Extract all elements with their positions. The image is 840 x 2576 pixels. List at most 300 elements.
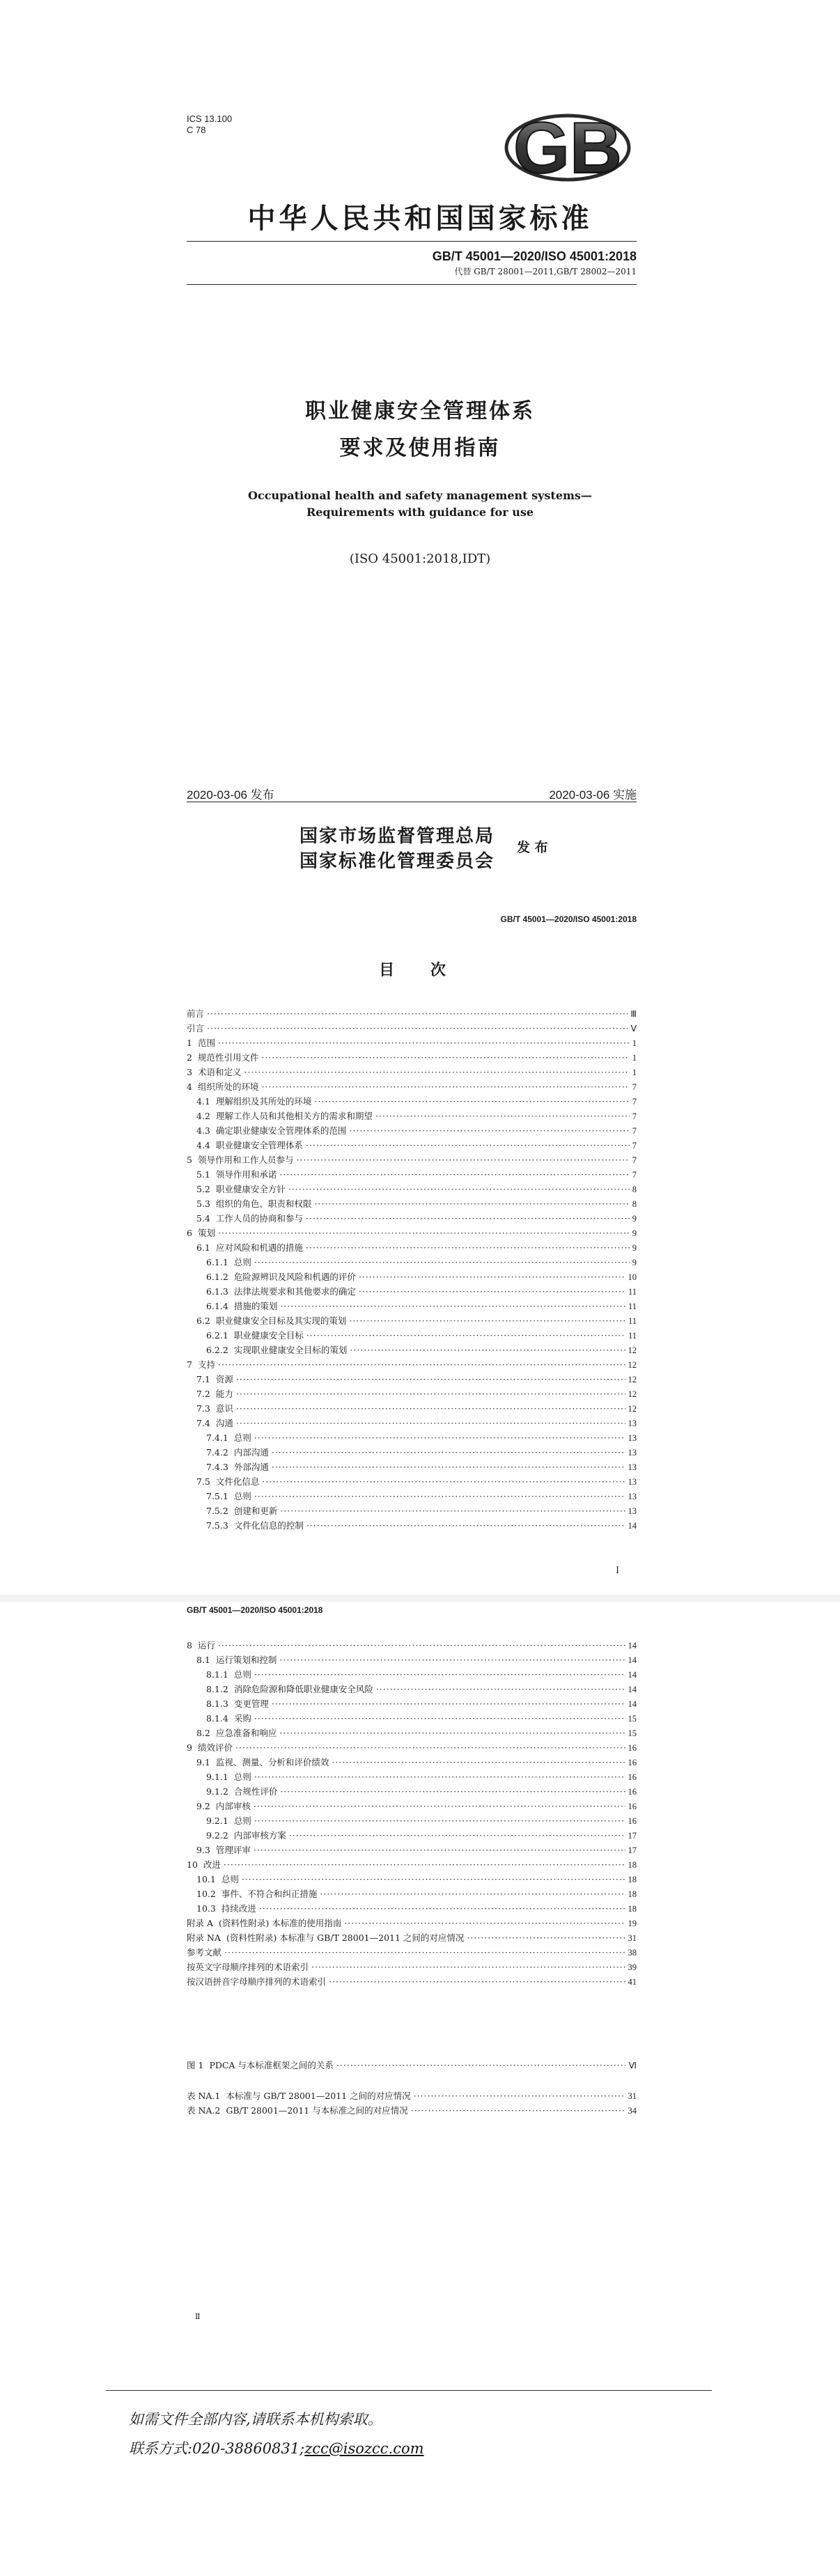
toc-entry-label: 规范性引用文件 [197,1052,259,1063]
toc-entry-label: 本标准与 GB/T 28001—2011 之间的对应情况 [226,2091,411,2101]
toc-leader-dots [289,1828,625,1843]
toc-entry[interactable] [187,1489,637,1504]
toc-entry[interactable] [187,1887,637,1901]
toc-entry-label: 内部审核 [215,1801,251,1811]
toc-entry-number: 6.2.2 [206,1345,228,1355]
toc-entry-number: 9.2 [196,1801,210,1811]
toc-entry[interactable] [187,1357,637,1372]
toc-entry-label: 参考文献 [187,1947,222,1958]
toc-heading: 目 次 [379,962,461,979]
toc-leader-dots [242,1872,625,1887]
toc-leader-dots [254,1489,625,1504]
toc-entry-page: 1 [632,1053,637,1063]
toc-leader-dots [350,1343,625,1357]
toc-leader-dots [359,1270,625,1284]
title-en-line1: Occupational health and safety management systems— [248,489,592,502]
classification-codes [187,114,232,136]
toc-entry[interactable] [187,1770,637,1784]
toc-entry[interactable] [187,1916,637,1930]
gb-logo-graphic [498,104,637,188]
toc-entry-label: 监视、测量、分析和评价绩效 [215,1757,329,1767]
issue-verb: 发 布 [517,840,548,855]
toc-entry-number: 1 [187,1038,192,1048]
toc-entry-label: 沟通 [215,1418,233,1428]
toc-entry-page: 11 [628,1287,637,1297]
toc-entry-number: 10.3 [196,1903,216,1914]
toc-entry-page: 10 [628,1272,637,1282]
toc-entry-label: 策划 [197,1228,215,1238]
toc-entry-page: 11 [628,1302,637,1311]
toc-entry-label: 运行策划和控制 [215,1655,277,1665]
toc-entry-page: 16 [628,1802,637,1811]
gb-logo [498,104,637,191]
toc-entry-label: 资源 [215,1374,233,1384]
toc-leader-dots [235,1740,625,1755]
toc-entry-label: 工作人员的协商和参与 [215,1213,303,1224]
toc-leader-dots [320,1887,625,1901]
toc-entry-number: 7.4.1 [206,1433,228,1443]
toc-entry-number: 9.3 [196,1845,210,1855]
toc-entry[interactable] [187,1445,637,1460]
toc-leader-dots [279,1653,625,1667]
toc-entry-page: 9 [632,1258,637,1267]
toc-leader-dots [306,1518,625,1533]
toc-entry[interactable] [187,1474,637,1489]
toc-entry-page: 15 [628,1728,637,1738]
toc-entry[interactable] [187,1284,637,1299]
toc-entry-page: 7 [632,1097,637,1107]
toc-entry-page: 7 [632,1082,637,1092]
footer-divider [106,2390,712,2391]
toc-leader-dots [254,1770,625,1784]
toc-entry[interactable] [187,1857,637,1872]
toc-leader-dots [314,1196,629,1211]
toc-entry-label: (资料性附录) 本标准与 GB/T 28001—2011 之间的对应情况 [226,1933,465,1943]
toc-entry-number: 9.1.2 [206,1786,228,1797]
toc-leader-dots [359,1284,625,1299]
page-gap [0,1595,840,1602]
toc-entry-number: 8.1 [196,1655,210,1665]
toc-entry[interactable] [187,1153,637,1167]
toc-entry[interactable] [187,1755,637,1770]
toc-entry-number: 10.1 [196,1874,216,1884]
toc-entry-page: 16 [628,1816,637,1826]
toc-entry[interactable] [187,1945,637,1960]
toc-entry-page: 17 [628,1831,637,1841]
toc-entry-label: 变更管理 [233,1699,269,1709]
toc-entry-label: 支持 [197,1359,215,1370]
toc-entry-number: 9.2.1 [206,1816,228,1826]
toc-entry-page: 1 [632,1038,637,1048]
toc-entry-number: 9.1.1 [206,1772,228,1782]
toc-entry-page: 12 [628,1389,637,1399]
toc-entry-page: 11 [628,1331,637,1341]
title-cn-line2: 要求及使用指南 [339,436,501,460]
toc-entry-number: 7.2 [196,1389,210,1399]
toc-leader-dots [467,1930,625,1945]
toc-entry[interactable] [187,1006,637,1021]
toc-leader-dots [218,1036,630,1050]
toc-entry-page: 12 [628,1345,637,1355]
toc-leader-dots [411,2103,625,2118]
toc-entry-label: 内部审核方案 [233,1830,286,1841]
toc-entry-number: 4.3 [196,1125,210,1136]
toc-entry-page: 31 [628,1933,637,1943]
toc-entry-number: 5.4 [196,1213,210,1224]
toc-entry[interactable] [187,1653,637,1667]
toc-entry-number: 7.5.3 [206,1520,228,1531]
toc-entry-page: 11 [628,1316,637,1326]
toc-entry-label: 确定职业健康安全管理体系的范围 [215,1125,347,1136]
toc-entry-label: 按英文字母顺序排列的术语索引 [187,1962,309,1972]
toc-entry-label: 绩效评价 [197,1742,233,1753]
issuer-line1: 国家市场监督管理总局 [300,826,495,847]
toc-leader-dots [344,1916,625,1930]
toc-entry[interactable] [187,1313,637,1328]
toc-entry[interactable] [187,1682,637,1696]
toc-leader-dots [218,1638,625,1653]
cover-divider-top [187,241,637,242]
toc-entry-label: 术语和定义 [197,1067,242,1077]
toc-entry-page: 19 [628,1919,637,1928]
toc-entry-label: PDCA 与本标准框架之间的关系 [209,2060,334,2070]
toc-leader-dots [254,1843,625,1857]
toc-entry[interactable] [187,1740,637,1755]
toc-entry[interactable] [187,1901,637,1916]
toc-entry-label: 实现职业健康安全目标的策划 [233,1345,348,1355]
toc-entry[interactable] [187,1255,637,1270]
toc-entry-label: 领导作用和承诺 [215,1169,277,1180]
toc-entry-number: 6.1.1 [206,1257,228,1267]
toc-entry-number: 6.1.2 [206,1272,228,1282]
toc-entry[interactable] [187,1974,637,1989]
toc-entry-number: 4.2 [196,1111,210,1121]
toc-leader-dots [207,1021,628,1036]
toc-entry-page: 15 [628,1714,637,1724]
toc-entry[interactable] [187,1401,637,1416]
toc-entry-page: 14 [628,1655,637,1665]
replaces-note: 代替 GB/T 28001—2011,GB/T 28002—2011 [454,267,637,276]
toc-leader-dots [280,1504,625,1518]
toc-entry-number: 附录 A [187,1918,214,1928]
toc-entry-label: 职业健康安全目标 [233,1330,304,1341]
toc-entry-page: 8 [632,1185,637,1194]
footer-request-note: 如需文件全部内容,请联系本机构索取。 [129,2411,382,2428]
toc-entry-label: 事件、不符合和纠正措施 [221,1889,318,1899]
toc-entry-page: 18 [628,1904,637,1914]
publish-date: 2020-03-06 发布 [187,788,274,802]
toc-leader-dots [254,1813,625,1828]
toc-entry[interactable] [187,2089,637,2103]
toc-entry-page: 7 [632,1141,637,1150]
toc-entry-page: 8 [632,1199,637,1209]
iso-equivalence: (ISO 45001:2018,IDT) [349,552,491,566]
toc-entry[interactable] [187,1138,637,1153]
toc-entry[interactable] [187,1799,637,1813]
toc-leader-dots [236,1372,625,1387]
toc-entry-page: 34 [628,2106,637,2116]
toc-leader-dots [376,1682,625,1696]
toc-entry[interactable] [187,1079,637,1094]
toc-entry[interactable] [187,1667,637,1682]
toc-leader-dots [224,1857,625,1872]
toc-entry-number: 6 [187,1228,192,1238]
toc-leader-dots [279,1726,625,1740]
toc-entry-number: 7.5.1 [206,1491,228,1501]
toc-entry[interactable] [187,1109,637,1123]
toc2-page-mark: Ⅱ [195,2312,201,2321]
toc-entry-label: 内部沟通 [233,1447,269,1458]
toc-entry-label: 理解组织及其所处的环境 [215,1096,312,1107]
toc-entry-page: 16 [628,1772,637,1782]
toc-entry-page: 14 [628,1521,637,1531]
toc-entry-page: 13 [628,1462,637,1472]
toc-leader-dots [314,1094,629,1109]
toc-entry[interactable] [187,1416,637,1430]
footer-contact [129,2437,424,2458]
toc-entry[interactable] [187,1930,637,1945]
toc-entry-page: 12 [628,1375,637,1384]
toc-entry-page: 16 [628,1787,637,1797]
toc-entry-page: 16 [628,1743,637,1753]
toc-entry-label: 外部沟通 [233,1462,269,1472]
toc-entry[interactable] [187,1696,637,1711]
toc-entry-label: 文件化信息 [215,1476,260,1487]
toc-entry[interactable] [187,1182,637,1196]
toc-entry-page: 18 [628,1860,637,1870]
toc-figures [187,2058,637,2072]
toc-entry-page: 16 [628,1758,637,1767]
toc-entry-label: 消除危险源和降低职业健康安全风险 [233,1684,373,1694]
toc-entry-number: 8.1.2 [206,1684,228,1694]
toc-leader-dots [218,1357,625,1372]
toc-entry[interactable] [187,1343,637,1357]
toc-entry-page: 12 [628,1360,637,1370]
toc-entry[interactable] [187,1872,637,1887]
toc-entry[interactable] [187,2058,637,2072]
toc-entry-number: 10 [187,1859,198,1870]
toc-entry-label: 措施的策划 [233,1301,278,1311]
toc-entry-number: 5.1 [196,1169,210,1180]
toc-entry-label: 管理评审 [215,1845,251,1855]
toc-entry[interactable] [187,1638,637,1653]
toc-entry-page: 13 [628,1492,637,1501]
toc-entry-number: 8.1.4 [206,1713,228,1724]
toc-entry[interactable] [187,1828,637,1843]
toc-entry[interactable] [187,1050,637,1065]
toc-leader-dots [306,1328,625,1343]
toc-leader-dots [329,1974,625,1989]
toc-entry-page: 1 [632,1068,637,1077]
toc-entry-number: 附录 NA [187,1933,221,1943]
toc-entry-number: 6.2 [196,1316,210,1326]
toc-entry[interactable] [187,1843,637,1857]
toc-entry-number: 8 [187,1640,192,1650]
toc-entry-label: (资料性附录) 本标准的使用指南 [219,1918,342,1928]
toc-leader-dots [254,1667,625,1682]
toc-entry[interactable] [187,1240,637,1255]
toc-entry-number: 6.1.3 [206,1286,228,1297]
footer-contact-phone: 联系方式:020-38860831; [129,2440,305,2457]
toc-entry[interactable] [187,1065,637,1079]
toc-entry-label: 按汉语拼音字母顺序排列的术语索引 [187,1976,327,1987]
toc-leader-dots [375,1109,630,1123]
toc-leader-dots [414,2089,625,2103]
toc-entry[interactable] [187,1430,637,1445]
toc-entry-page: 13 [628,1477,637,1487]
toc-entry-label: 理解工作人员和其他相关方的需求和期望 [215,1111,373,1121]
toc-entry-label: 应对风险和机遇的措施 [215,1242,303,1253]
toc-entry[interactable] [187,1960,637,1974]
toc-list-2 [187,1638,637,1989]
toc-entry-page: 14 [628,1699,637,1709]
toc-entry-number: 7.4.2 [206,1447,228,1458]
toc-entry-label: 组织的角色、职责和权限 [215,1199,312,1209]
toc-entry-page: 13 [628,1433,637,1443]
toc-entry-label: 应急准备和响应 [215,1728,277,1738]
toc-entry[interactable] [187,2103,637,2118]
toc-entry[interactable] [187,1021,637,1036]
standard-number: GB/T 45001—2020/ISO 45001:2018 [432,249,637,263]
toc-entry-number: 8.2 [196,1728,210,1738]
toc-entry[interactable] [187,1726,637,1740]
toc-entry[interactable] [187,1299,637,1313]
toc-entry[interactable] [187,1270,637,1284]
toc-entry-label: GB/T 28001—2011 与本标准之间的对应情况 [226,2105,408,2116]
toc-entry-number: 表 NA.2 [187,2105,221,2116]
footer-email-link[interactable]: zcc@isozcc.com [304,2440,424,2457]
toc-entry-label: 领导作用和工作人员参与 [197,1155,294,1165]
toc-entry-label: 范围 [197,1038,215,1048]
toc-entry-label: 能力 [215,1389,233,1399]
toc-entry-number: 6.2.1 [206,1330,228,1341]
toc-entry-number: 5 [187,1155,192,1165]
issuer-line2: 国家标准化管理委员会 [300,851,495,872]
toc-entry[interactable] [187,1094,637,1109]
toc-entry-label: 法律法规要求和其他要求的确定 [233,1286,356,1297]
toc-entry[interactable] [187,1387,637,1401]
toc-entry[interactable] [187,1813,637,1828]
toc-entry-page: 18 [628,1875,637,1884]
toc-entry[interactable] [187,1167,637,1182]
toc-leader-dots [280,1784,625,1799]
toc-entry-page: Ⅴ [630,1024,637,1033]
toc-leader-dots [261,1050,629,1065]
toc-leader-dots [236,1416,625,1430]
toc-entry-page: 9 [632,1214,637,1224]
toc-entry[interactable] [187,1196,637,1211]
toc-leader-dots [349,1313,625,1328]
toc-entry-number: 7.1 [196,1374,210,1384]
toc-entry[interactable] [187,1711,637,1726]
toc-entry-label: 总则 [233,1257,251,1267]
toc-leader-dots [272,1445,625,1460]
toc-entry-page: 17 [628,1845,637,1855]
toc-entry-label: 创建和更新 [233,1506,278,1516]
toc-entry-page: 12 [628,1404,637,1414]
toc-entry-number: 5.2 [196,1184,210,1194]
toc-leader-dots [336,2058,626,2072]
toc-leader-dots [272,1696,625,1711]
toc-entry-label: 总则 [233,1669,251,1680]
toc-leader-dots [272,1460,625,1474]
toc-leader-dots [236,1401,625,1416]
toc-entry-page: 39 [628,1962,637,1972]
toc-entry-label: 运行 [197,1640,215,1650]
toc-leader-dots [254,1799,625,1813]
toc1-page-numeral: Ⅰ [616,1566,620,1576]
toc-tables [187,2089,637,2118]
toc-leader-dots [236,1387,625,1401]
toc1-header-number: GB/T 45001—2020/ISO 45001:2018 [500,914,637,924]
standard-title: 中华人民共和国国家标准 [247,202,593,235]
toc-entry[interactable] [187,1460,637,1474]
toc-entry-label: 职业健康安全目标及其实现的策划 [215,1316,347,1326]
toc-entry-number: 8.1.3 [206,1699,228,1709]
toc-entry[interactable] [187,1328,637,1343]
toc-entry-page: 9 [632,1243,637,1253]
toc-entry[interactable] [187,1504,637,1518]
toc-leader-dots [311,1960,625,1974]
toc-entry[interactable] [187,1123,637,1138]
toc-entry-page: 13 [628,1506,637,1516]
toc-entry-label: 文件化信息的控制 [233,1520,304,1531]
toc-entry-number: 10.2 [196,1889,216,1899]
toc-entry[interactable] [187,1211,637,1226]
toc-entry[interactable] [187,1036,637,1050]
ics-code: ICS 13.100 [187,114,233,124]
toc-entry-page: 18 [628,1889,637,1899]
toc-leader-dots [224,1945,625,1960]
cover-divider-bottom [187,284,637,285]
toc-entry[interactable] [187,1372,637,1387]
toc-leader-dots [306,1138,630,1153]
toc-entry[interactable] [187,1784,637,1799]
toc-entry-number: 7.4.3 [206,1462,228,1472]
toc-leader-dots [261,1079,629,1094]
toc-entry-label: 意识 [215,1403,233,1414]
gb-logo-text: GB [513,108,622,188]
toc-leader-dots [332,1755,625,1770]
toc-entry-page: 13 [628,1448,637,1458]
toc-entry-number: 4.1 [196,1096,210,1107]
toc-leader-dots [279,1167,629,1182]
toc-entry-number: 4 [187,1082,192,1092]
toc-entry[interactable] [187,1518,637,1533]
toc-entry-page: 13 [628,1419,637,1428]
toc-entry-label: 引言 [187,1023,205,1033]
toc-entry-label: 总则 [233,1491,251,1501]
toc2-header-number: GB/T 45001—2020/ISO 45001:2018 [187,1605,323,1615]
toc-entry-page: 9 [632,1228,637,1238]
toc-entry-number: 9.2.2 [206,1830,228,1841]
toc-leader-dots [207,1006,628,1021]
toc-entry-page: 7 [632,1155,637,1165]
title-en-line2: Requirements with guidance for use [306,506,534,519]
toc-entry-label: 组织所处的环境 [197,1082,259,1092]
toc-leader-dots [254,1430,625,1445]
toc-entry-number: 6.1 [196,1242,210,1253]
toc-leader-dots [306,1240,630,1255]
toc-entry-number: 9 [187,1742,192,1753]
toc-leader-dots [259,1901,625,1916]
toc-entry-number: 7 [187,1359,192,1370]
toc-entry-page: 7 [632,1111,637,1121]
toc-entry-label: 危险源辨识及风险和机遇的评价 [233,1272,356,1282]
toc-entry-number: 7.4 [196,1418,210,1428]
toc-entry[interactable] [187,1226,637,1240]
toc-leader-dots [349,1123,629,1138]
